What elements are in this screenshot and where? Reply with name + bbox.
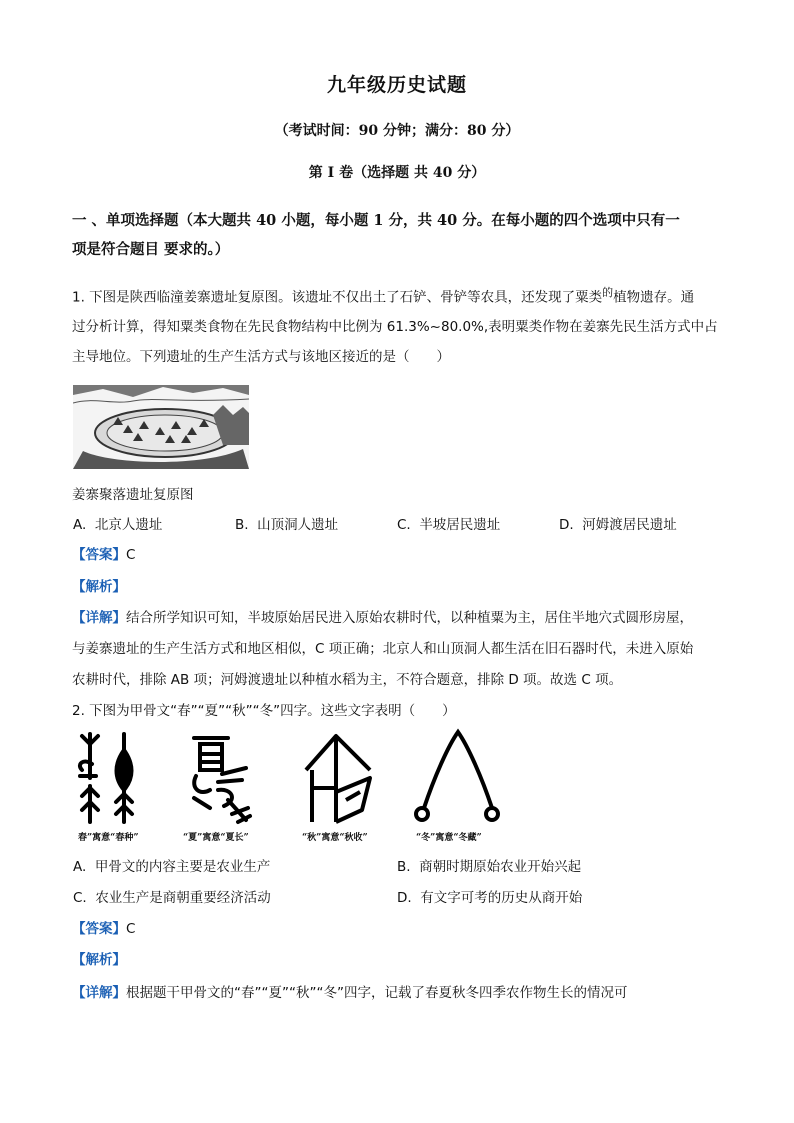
q2-glyph-caption-summer: “夏”寓意“夏长” (183, 833, 249, 843)
q2-glyph-caption-autumn: “秋”寓意“秋收” (302, 833, 368, 843)
section-heading-line2: 项是符合题目 要求的。） (72, 241, 230, 258)
q1-detail-line2: 与姜寨遗址的生产生活方式和地区相似，C 项正确；北京人和山顶洞人都生活在旧石器时代，未进入原始 (72, 641, 694, 657)
q1-stem-line3: 主导地位。下列遗址的生产生活方式与该地区接近的是（ ） (72, 349, 450, 365)
q2-glyph-caption-winter: “冬”寓意“冬藏” (416, 833, 482, 843)
q1-option-a: A. 北京人遗址 (73, 517, 163, 533)
q1-analysis: 【解析】 (72, 579, 126, 595)
q2-detail-line1: 【详解】根据题干甲骨文的“春”“夏”“秋”“冬”四字，记载了春夏秋冬四季农作物生长的情况可 (72, 985, 628, 1001)
q1-detail-line3: 农耕时代，排除 AB 项；河姆渡遗址以种植水稻为主，不符合题意，排除 D 项。故选 C 项。 (72, 672, 623, 688)
q1-stem-line2: 过分析计算，得知粟类食物在先民食物结构中比例为 61.3%~80.0%,表明粟类作物在姜寨先民生活方式中占 (72, 319, 718, 335)
q1-option-c: C. 半坡居民遗址 (397, 517, 501, 533)
q2-option-b: B. 商朝时期原始农业开始兴起 (397, 859, 582, 875)
oracle-glyph-spring-icon (74, 730, 144, 825)
q2-option-d: D. 有文字可考的历史从商开始 (397, 890, 583, 906)
exam-info: （考试时间：90 分钟；满分：80 分） (274, 123, 520, 139)
q2-glyph-caption-spring: 春”寓意“春种” (78, 833, 139, 843)
q1-image-caption: 姜寨聚落遗址复原图 (72, 487, 194, 503)
q1-option-b: B. 山顶洞人遗址 (235, 517, 339, 533)
q2-answer: 【答案】C (72, 921, 136, 937)
q1-answer: 【答案】C (72, 547, 136, 563)
q2-stem: 2. 下图为甲骨文“春”“夏”“秋”“冬”四字。这些文字表明（ ） (72, 703, 456, 719)
volume-heading: 第 Ⅰ 卷（选择题 共 40 分） (308, 165, 486, 181)
q2-analysis: 【解析】 (72, 952, 126, 968)
q1-detail-line1: 【详解】结合所学知识可知，半坡原始居民进入原始农耕时代，以种植粟为主，居住半地穴式圆形房屋， (72, 610, 693, 626)
page-title: 九年级历史试题 (326, 74, 467, 96)
q1-stem-line1: 1. 下图是陕西临潼姜寨遗址复原图。该遗址不仅出土了石铲、骨铲等农具，还发现了粟类$^的$植物遗存。通 (72, 286, 695, 306)
section-heading-line1: 一 、单项选择题（本大题共 40 小题，每小题 1 分，共 40 分。在每小题的四个选项中只有一 (72, 212, 680, 229)
oracle-glyph-summer-icon (188, 730, 260, 825)
q2-option-a: A. 甲骨文的内容主要是农业生产 (73, 859, 271, 875)
oracle-glyph-autumn-icon (302, 730, 380, 825)
q2-option-c: C. 农业生产是商朝重要经济活动 (73, 890, 271, 906)
q1-option-d: D. 河姆渡居民遗址 (559, 517, 677, 533)
oracle-glyph-winter-icon (410, 728, 504, 825)
jiangzhai-settlement-image (73, 385, 249, 469)
section-heading (72, 206, 732, 264)
q1-stem-de: 的 (602, 286, 614, 299)
